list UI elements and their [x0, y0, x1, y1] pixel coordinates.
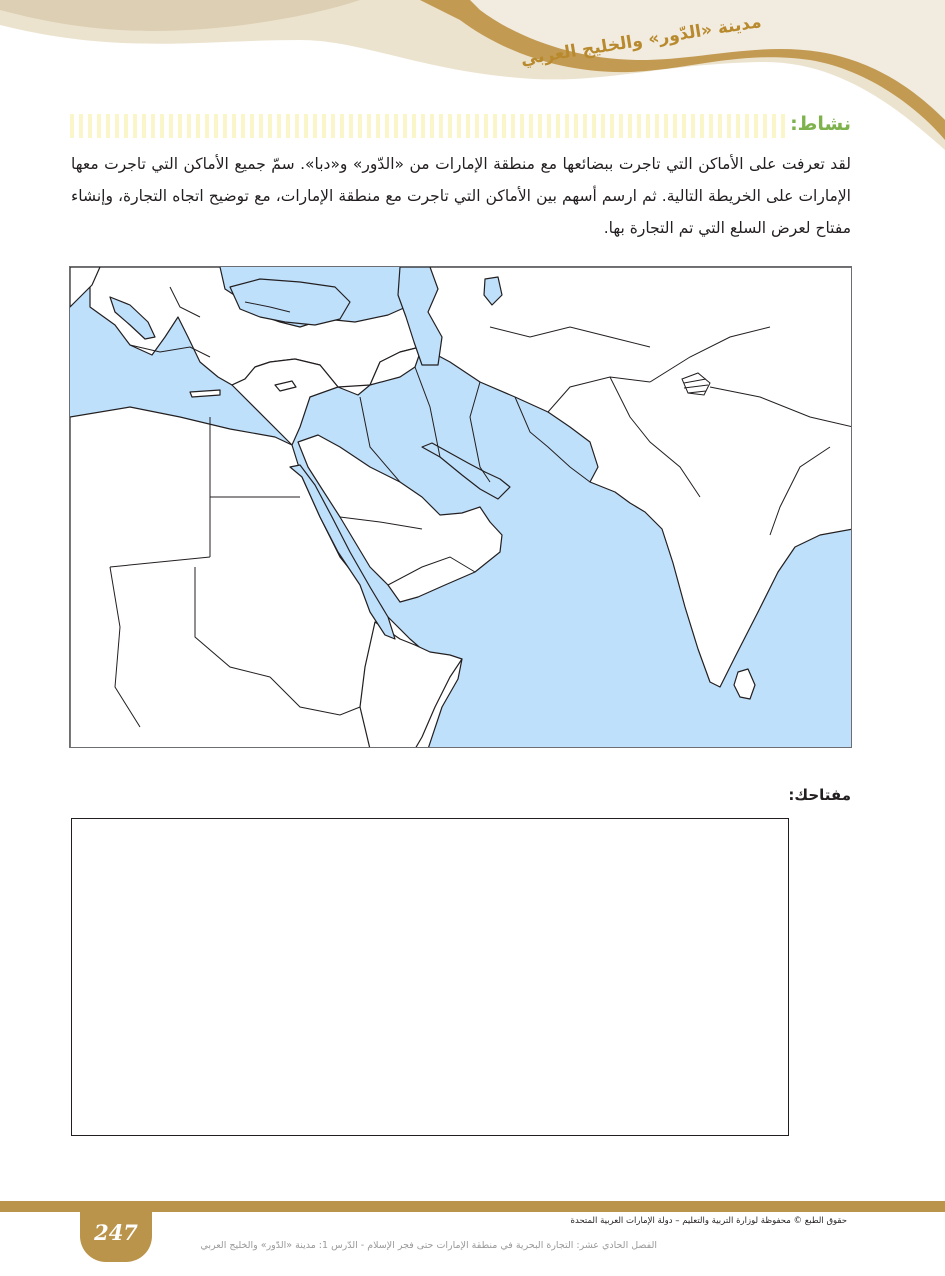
map-drawing: [70, 267, 852, 748]
page-number: 247: [94, 1220, 138, 1245]
activity-title: نشاط:: [790, 113, 851, 135]
activity-title-bar: [70, 114, 785, 138]
lesson-title: مدينة «الدّور» والخليج العربي: [519, 12, 763, 70]
copyright-notice: حقوق الطبع © محفوظة لوزارة التربية والتعليم – دولة الإمارات العربية المتحدة: [570, 1216, 847, 1226]
running-footer-title: الفصل الحادي عشر: التجارة البحرية في منطقة الإمارات حتى فجر الإسلام - الدّرس 1: مدينة «الدّور» والخليج العربي: [200, 1240, 657, 1251]
key-answer-box[interactable]: [71, 818, 789, 1136]
key-label: مفتاحك:: [788, 786, 851, 804]
outline-map[interactable]: [69, 266, 852, 748]
activity-instruction: لقد تعرفت على الأماكن التي تاجرت ببضائعها مع منطقة الإمارات من «الدّور» و«دبا». سمّ جميع الأماكن التي تاجرت معها الإمارات على الخريطة التالية. ثم ارسم أسهم بين الأماكن التي تاجرت مع منطقة الإمارات، مع توضيح اتجاه التجارة، وإنشاء مفتاح لعرض السلع التي تم التجارة بها.: [71, 155, 851, 237]
